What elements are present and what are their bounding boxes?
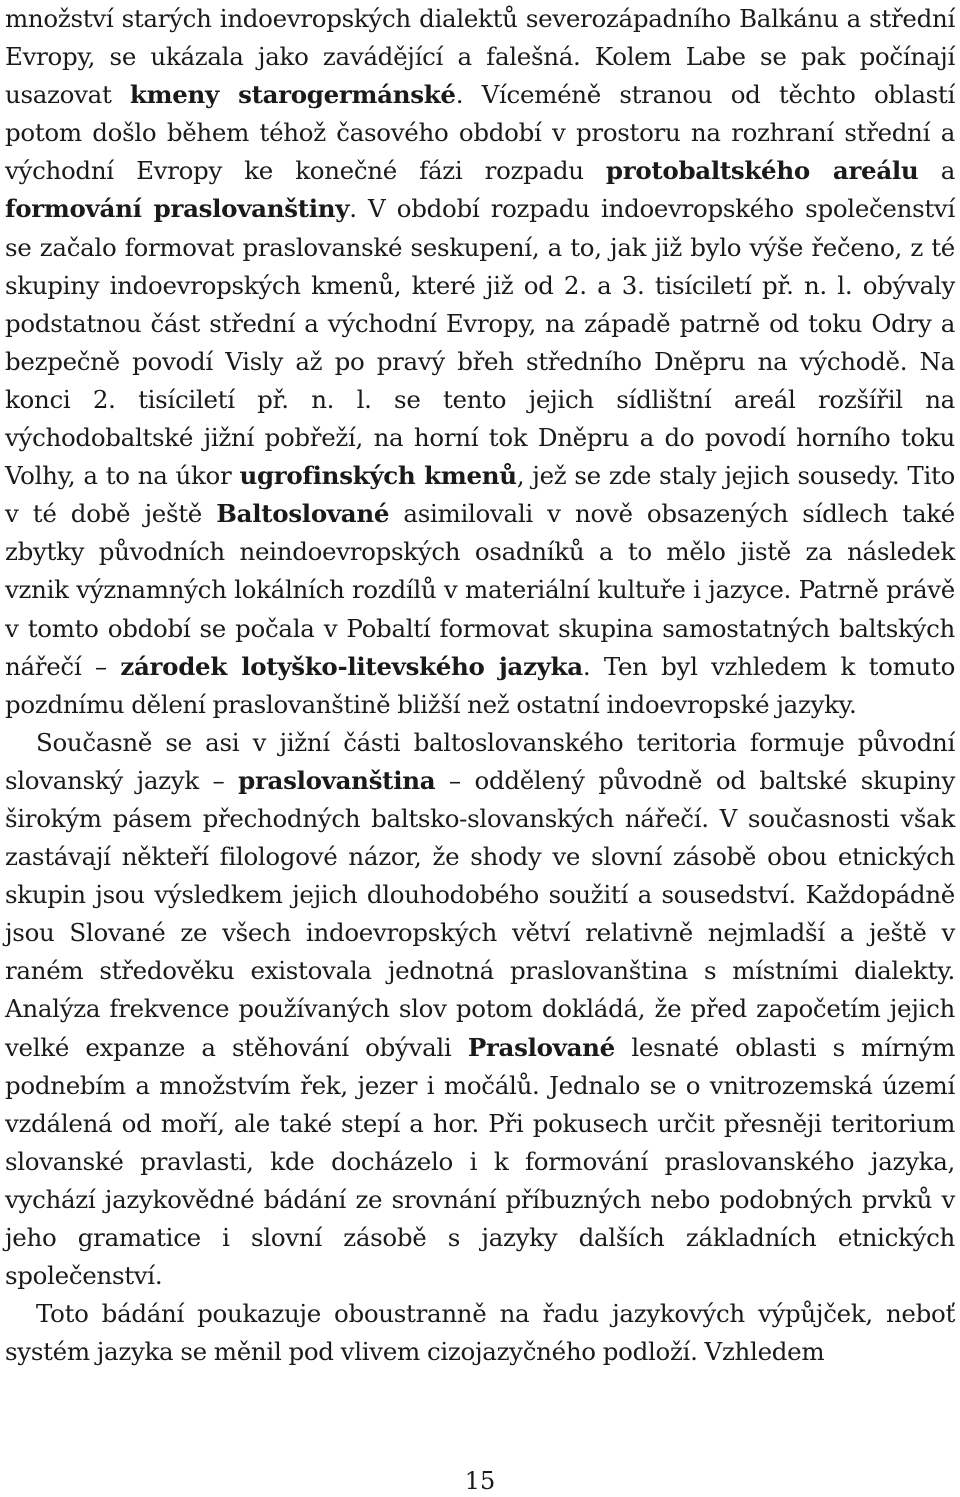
text-run: lesnaté oblasti s mírným podnebím a množstvím řek, jezer i močálů. Jednalo se o vnitrozemská území vzdálená od moří, ale také stepí a hor. Při pokusech určit přesněji teritorium slovanské pravlasti, kde docházelo i k formování praslovanského jazyka, vychází jazykovědné bádání ze srovnání příbuzných nebo podobných prvků v jeho gramatice i slovní zásobě s jazyky dalších základních etnických společenství. [5,1032,956,1291]
bold-term: zárodek lotyško-litevského jazyka [120,651,583,681]
page-number: 15 [464,1467,496,1495]
paragraph-2 [5,724,955,1295]
text-run: a [918,156,955,186]
bold-term: kmeny starogermánské [129,80,456,110]
text-run: – oddělený původně od baltské skupiny širokým pásem přechodných baltsko-slovanských nářečí. V současnosti však zastávají někteří filologové názor, že shody ve slovní zásobě obou etnických skupin jsou výsledkem jejich dlouhodobého soužití a sousedství. Každopádně jsou Slované ze všech indoevropských větví relativně nejmladší a ještě v raném středověku existovala jednotná praslovanština s místními dialekty. Analýza frekvence používaných slov potom dokládá, že před započetím jejich velké expanze a stěhování obývali [5,765,955,1062]
text-run: množství starých indoevropských dialektů severozápadního Balkánu a střední Evropy, se ukázala jako zavádějící a falešná. Kolem Labe se pak počínají usazovat [5,4,955,110]
text-run: . Víceméně stranou od těchto oblastí potom došlo během téhož časového období v prostoru na rozhraní střední a východní Evropy ke konečné fázi rozpadu [5,80,955,186]
bold-term: Baltoslované [216,499,390,529]
text-run: asimilovali v nově obsazených sídlech také zbytky původních neindoevropských osadníků a to mělo jistě za následek vznik významných lokálních rozdílů v materiální kultuře i jazyce. Patrně právě v tomto období se počala v Pobaltí formovat skupina samostatných baltských nářečí – [5,499,955,681]
text-run: Současně se asi v jižní části baltoslovanského teritoria formuje původní slovanský jazyk – [5,727,955,795]
text-run: . Ten byl vzhledem k tomuto pozdnímu dělení praslovanštině bližší než ostatní indoevropské jazyky. [5,651,956,719]
text-run: , jež se zde staly jejich sousedy. Tito v té době ještě [5,461,955,529]
bold-term: formování praslovanštiny [5,194,350,224]
bold-term: Praslované [467,1032,615,1062]
paragraph-1 [5,0,955,724]
bold-term: praslovanština [238,765,436,795]
text-run: . V období rozpadu indoevropského společenství se začalo formovat praslovanské seskupení, a to, jak již bylo výše řečeno, z té skupiny indoevropských kmenů, které již od 2. a 3. tisíciletí př. n. l. obývaly podstatnou část střední a východní Evropy, na západě patrně od toku Odry a bezpečně povodí Visly až po pravý břeh středního Dněpru na východě. Na konci 2. tisíciletí př. n. l. se tento jejich sídlištní areál rozšířil na východobaltské jižní pobřeží, na horní tok Dněpru a do povodí horního toku Volhy, a to na úkor [5,194,956,491]
paragraph-3 [5,1295,955,1371]
bold-term: protobaltského areálu [605,156,919,186]
bold-term: ugrofinských kmenů [239,461,517,491]
document-page [5,0,955,1371]
text-run: Toto bádání poukazuje oboustranně na řadu jazykových výpůjček, neboť systém jazyka se měnil pod vlivem cizojazyčného podloží. Vzhledem [5,1299,955,1367]
